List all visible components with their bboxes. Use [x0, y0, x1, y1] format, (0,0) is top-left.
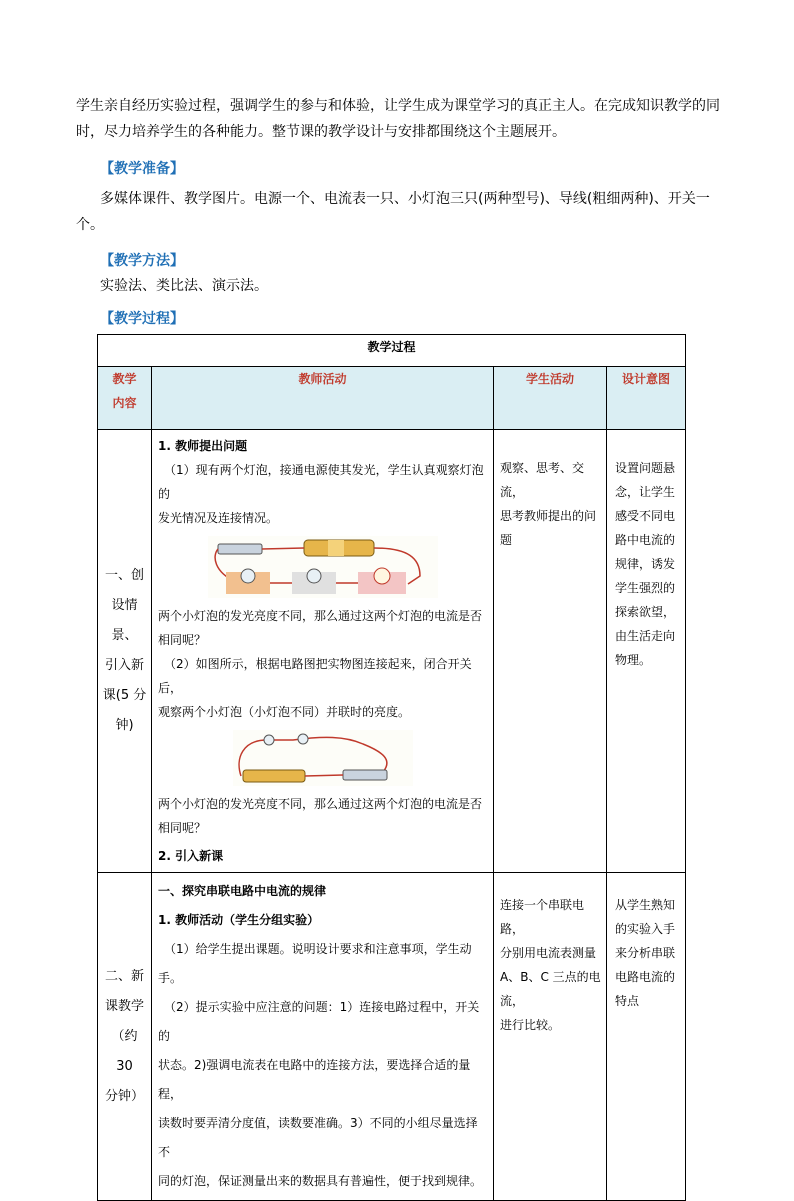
intro-line-1: 学生亲自经历实验过程，强调学生的参与和体验，让学生成为课堂学习的真正主人。在完成知识教学的同	[76, 98, 720, 114]
table-row	[98, 873, 686, 1201]
method-text: 实验法、类比法、演示法。	[100, 278, 268, 294]
header-intent: 设计意图	[607, 367, 686, 430]
row1-student: 观察、思考、交流， 思考教师提出的问 题	[494, 430, 607, 873]
teaching-process-table	[97, 334, 686, 1201]
prep-line-2: 个。	[76, 217, 104, 233]
method-heading: 【教学方法】	[100, 253, 184, 269]
header-teacher: 教师活动	[152, 367, 494, 430]
table-title: 教学过程	[98, 335, 686, 367]
prep-paragraph	[76, 186, 726, 238]
row2-teacher: 一、探究串联电路中电流的规律 1. 教师活动（学生分组实验） （1）给学生提出课题。说明设计要求和注意事项，学生动手。 （2）提示实验中应注意的问题：1）连接电路过程中，开关的 状态。2)强调电流表在电路中的连接方法，要选择合适的量程， 读数时要弄清分度值，读数要准确。3）不同的小组尽量选择不 同的灯泡，保证测量出来的数据具有普遍性，便于找到规律。	[152, 873, 494, 1201]
intro-line-2: 时，尽力培养学生的各种能力。整节课的教学设计与安排都围绕这个主题展开。	[76, 124, 566, 140]
circuit-figure-1	[208, 536, 438, 598]
prep-heading: 【教学准备】	[100, 161, 184, 177]
row1-teacher: 1. 教师提出问题 （1）现有两个灯泡，接通电源使其发光，学生认真观察灯泡的 发光情况及连接情况。 两个小灯泡的发光亮度不同，那么通过这两个灯泡的电流是否 相同呢？ （2）如图所示，根据电路图把实物图连接起来，闭合开关后， 观察两个小灯泡（小灯泡不同）并联时的亮度。 两个小灯泡的发光亮度不同，那么通过这两个灯泡的电流是否 相同呢？ 2. 引入新课	[152, 430, 494, 873]
circuit-figure-2	[233, 730, 413, 786]
row2-content: 二、新 课教学 （约 30 分钟）	[98, 873, 152, 1201]
prep-line-1: 多媒体课件、教学图片。电源一个、电流表一只、小灯泡三只(两种型号)、导线(粗细两种)、开关一	[100, 191, 710, 207]
row2-student: 连接一个串联电路， 分别用电流表测量 A、B、C 三点的电流， 进行比较。	[494, 873, 607, 1201]
header-student: 学生活动	[494, 367, 607, 430]
table-row	[98, 430, 686, 873]
intro-paragraph	[76, 93, 726, 145]
row1-content: 一、创 设情景、 引入新 课(5 分 钟)	[98, 430, 152, 873]
header-content: 教学 内容	[98, 367, 152, 430]
row2-intent: 从学生熟知 的实验入手 来分析串联 电路电流的 特点	[607, 873, 686, 1201]
row1-intent: 设置问题悬 念，让学生 感受不同电 路中电流的 规律，诱发 学生强烈的 探索欲望， 由生活走向 物理。	[607, 430, 686, 873]
process-heading: 【教学过程】	[100, 311, 184, 327]
